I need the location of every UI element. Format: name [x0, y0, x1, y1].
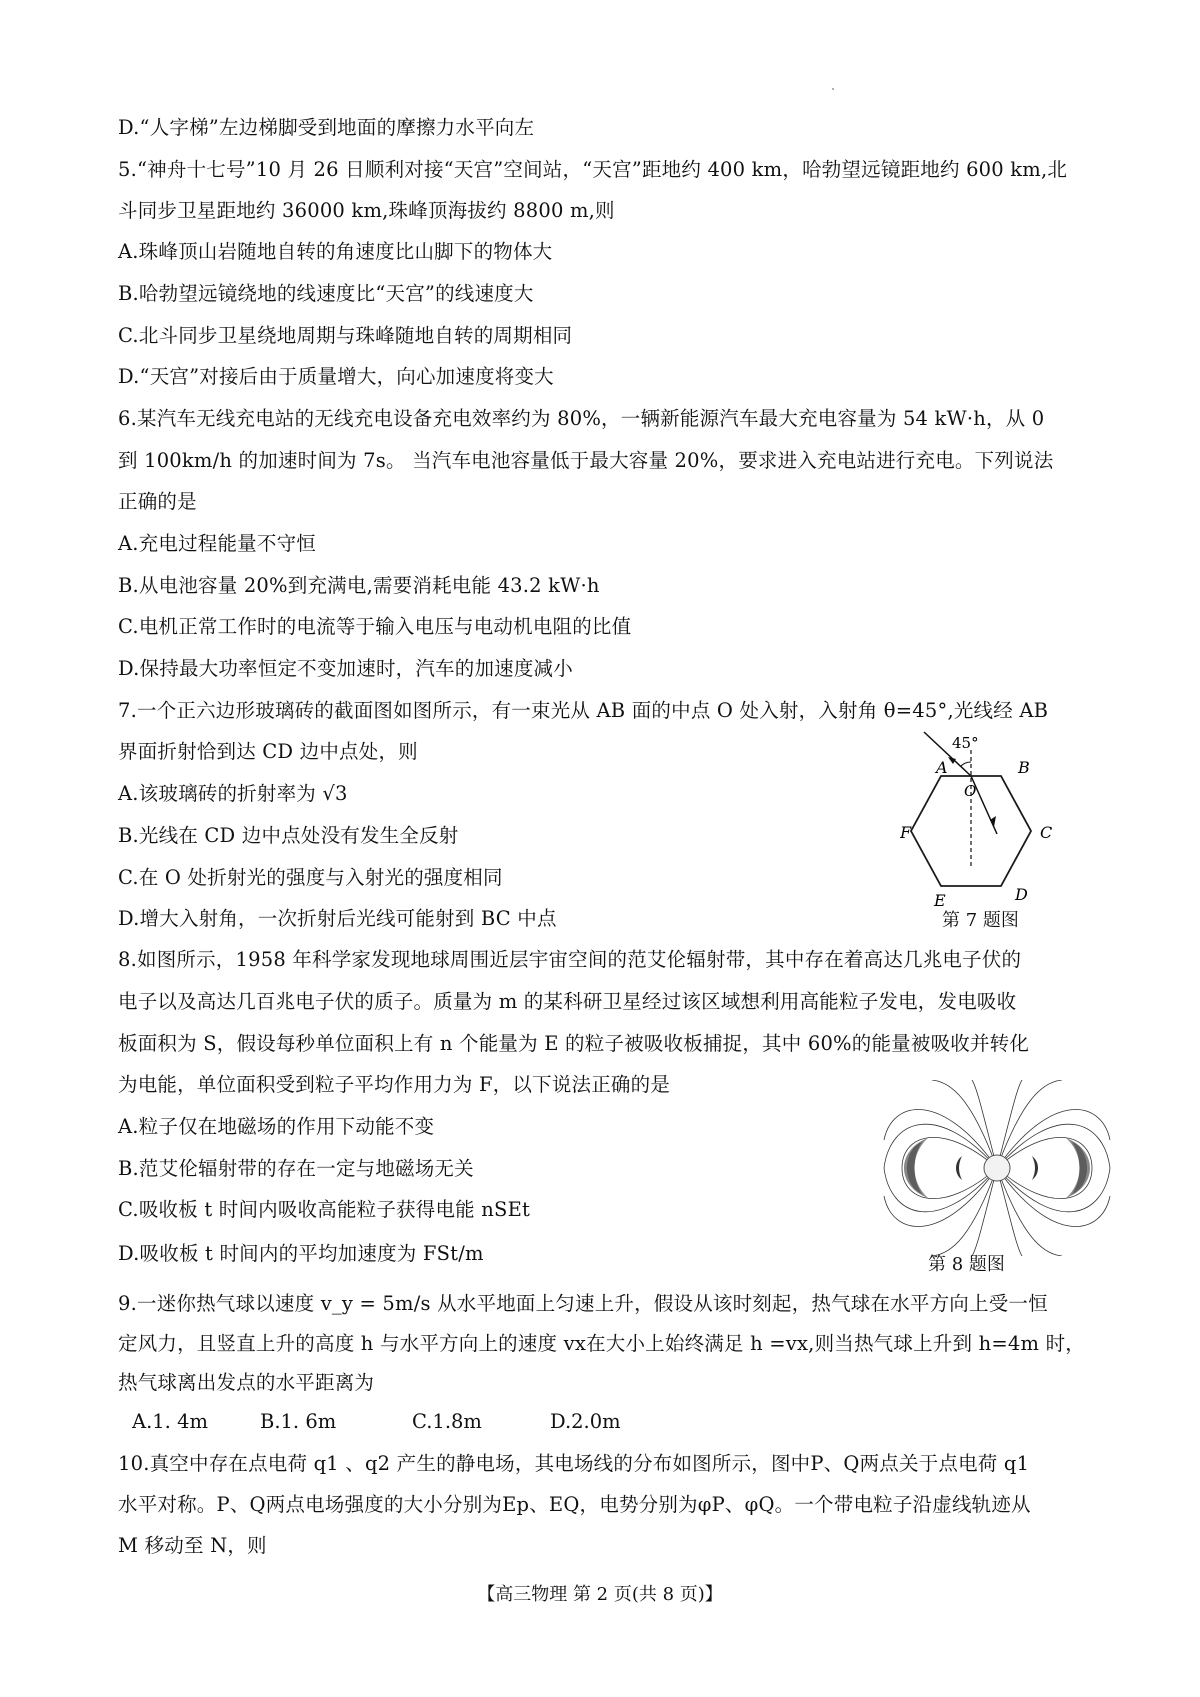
- q10-stem-line1: 10.真空中存在点电荷 q1 、q2 产生的静电场，其电场线的分布如图所示，图中P、Q两点关于点电荷 q1: [118, 1452, 1030, 1475]
- q9-stem-line3: 热气球离出发点的水平距离为: [118, 1371, 375, 1394]
- vertex-label-f: F: [900, 823, 912, 842]
- page-footer: 【高三物理 第 2 页(共 8 页)】: [477, 1584, 723, 1605]
- outer-belt-left: [904, 1138, 928, 1198]
- q10-stem-line2: 水平对称。P、Q两点电场强度的大小分别为Ep、EQ，电势分别为φP、φQ。一个带电粒子沿虚线轨迹从: [118, 1493, 1031, 1516]
- q6-stem-line2: 到 100km/h 的加速时间为 7s。 当汽车电池容量低于最大容量 20%，要求进入充电站进行充电。下列说法: [118, 449, 1054, 472]
- q4-option-d: D.“人字梯”左边梯脚受到地面的摩擦力水平向左: [118, 116, 535, 139]
- vertex-label-e: E: [934, 891, 946, 910]
- q8-option-c: C.吸收板 t 时间内吸收高能粒子获得电能 nSEt: [118, 1198, 531, 1221]
- q8-stem-line2: 电子以及高达几百兆电子伏的质子。质量为 m 的某科研卫星经过该区域想利用高能粒子发电，发电吸收: [118, 990, 1017, 1013]
- q10-stem-line3: M 移动至 N，则: [118, 1534, 267, 1557]
- vertex-label-b: B: [1018, 758, 1030, 777]
- q5-stem-line2: 斗同步卫星距地约 36000 km,珠峰顶海拔约 8800 m,则: [118, 199, 615, 222]
- q6-option-c: C.电机正常工作时的电流等于输入电压与电动机电阻的比值: [118, 615, 632, 638]
- q6-stem-line1: 6.某汽车无线充电站的无线充电设备充电效率约为 80%，一辆新能源汽车最大充电容量为 54 kW·h，从 0: [118, 407, 1045, 430]
- q9-choice-a: A.1. 4m: [132, 1410, 208, 1433]
- q9-choice-d: D.2.0m: [550, 1410, 621, 1433]
- q8-option-a: A.粒子仅在地磁场的作用下动能不变: [118, 1115, 435, 1138]
- q5-option-c: C.北斗同步卫星绕地周期与珠峰随地自转的周期相同: [118, 324, 573, 347]
- q5-option-d: D.“天宫”对接后由于质量增大，向心加速度将变大: [118, 365, 554, 388]
- q9-choice-b: B.1. 6m: [260, 1410, 337, 1433]
- vertex-label-c: C: [1040, 823, 1053, 842]
- q8-option-b: B.范艾伦辐射带的存在一定与地磁场无关: [118, 1157, 474, 1180]
- q5-stem-line1: 5.“神舟十七号”10 月 26 日顺利对接“天宫”空间站，“天宫”距地约 400 km，哈勃望远镜距地约 600 km,北: [118, 158, 1068, 181]
- figure-7-caption: 第 7 题图: [942, 910, 1019, 931]
- figure-8-caption: 第 8 题图: [928, 1254, 1005, 1275]
- scan-speck: [832, 88, 834, 90]
- angle-arc: [961, 762, 971, 766]
- vertex-label-d: D: [1015, 885, 1028, 904]
- q5-option-a: A.珠峰顶山岩随地自转的角速度比山脚下的物体大: [118, 240, 553, 263]
- angle-label: 45°: [952, 734, 979, 752]
- q7-option-d: D.增大入射角，一次折射后光线可能射到 BC 中点: [118, 907, 557, 930]
- q7-stem-line1: 7.一个正六边形玻璃砖的截面图如图所示，有一束光从 AB 面的中点 O 处入射，入射角 θ=45°,光线经 AB: [118, 699, 1049, 722]
- figure-7-hexagon-diagram: [900, 728, 1070, 910]
- earth-icon: [984, 1155, 1010, 1181]
- q7-stem-line2: 界面折射恰到达 CD 边中点处，则: [118, 740, 418, 763]
- q6-option-d: D.保持最大功率恒定不变加速时，汽车的加速度减小: [118, 657, 573, 680]
- q7-option-b: B.光线在 CD 边中点处没有发生全反射: [118, 824, 459, 847]
- q6-option-a: A.充电过程能量不守恒: [118, 532, 316, 555]
- q9-choice-c: C.1.8m: [412, 1410, 482, 1433]
- figure-8-radiation-belt-diagram: [882, 1080, 1112, 1256]
- point-label-o: O: [964, 782, 977, 800]
- outer-belt-right: [1066, 1138, 1090, 1198]
- q6-stem-line3: 正确的是: [118, 490, 197, 513]
- q8-stem-line4: 为电能，单位面积受到粒子平均作用力为 F，以下说法正确的是: [118, 1073, 671, 1096]
- q8-stem-line1: 8.如图所示，1958 年科学家发现地球周围近层宇宙空间的范艾伦辐射带，其中存在着高达几兆电子伏的: [118, 948, 1022, 971]
- q7-option-c: C.在 O 处折射光的强度与入射光的强度相同: [118, 866, 503, 889]
- q8-stem-line3: 板面积为 S，假设每秒单位面积上有 n 个能量为 E 的粒子被吸收板捕捉，其中 60%的能量被吸收并转化: [118, 1032, 1030, 1055]
- q8-option-d: D.吸收板 t 时间内的平均加速度为 FSt/m: [118, 1242, 484, 1265]
- q7-option-a: A.该玻璃砖的折射率为 √3: [118, 782, 348, 805]
- q9-stem-line2: 定风力，且竖直上升的高度 h 与水平方向上的速度 vx在大小上始终满足 h =vx,则当热气球上升到 h=4m 时，: [118, 1332, 1085, 1355]
- q9-stem-line1: 9.一迷你热气球以速度 v_y = 5m/s 从水平地面上匀速上升，假设从该时刻起，热气球在水平方向上受一恒: [118, 1292, 1048, 1315]
- q6-option-b: B.从电池容量 20%到充满电,需要消耗电能 43.2 kW·h: [118, 574, 600, 597]
- incident-arrow: [948, 757, 956, 764]
- vertex-label-a: A: [936, 758, 948, 777]
- q5-option-b: B.哈勃望远镜绕地的线速度比“天宫”的线速度大: [118, 282, 534, 305]
